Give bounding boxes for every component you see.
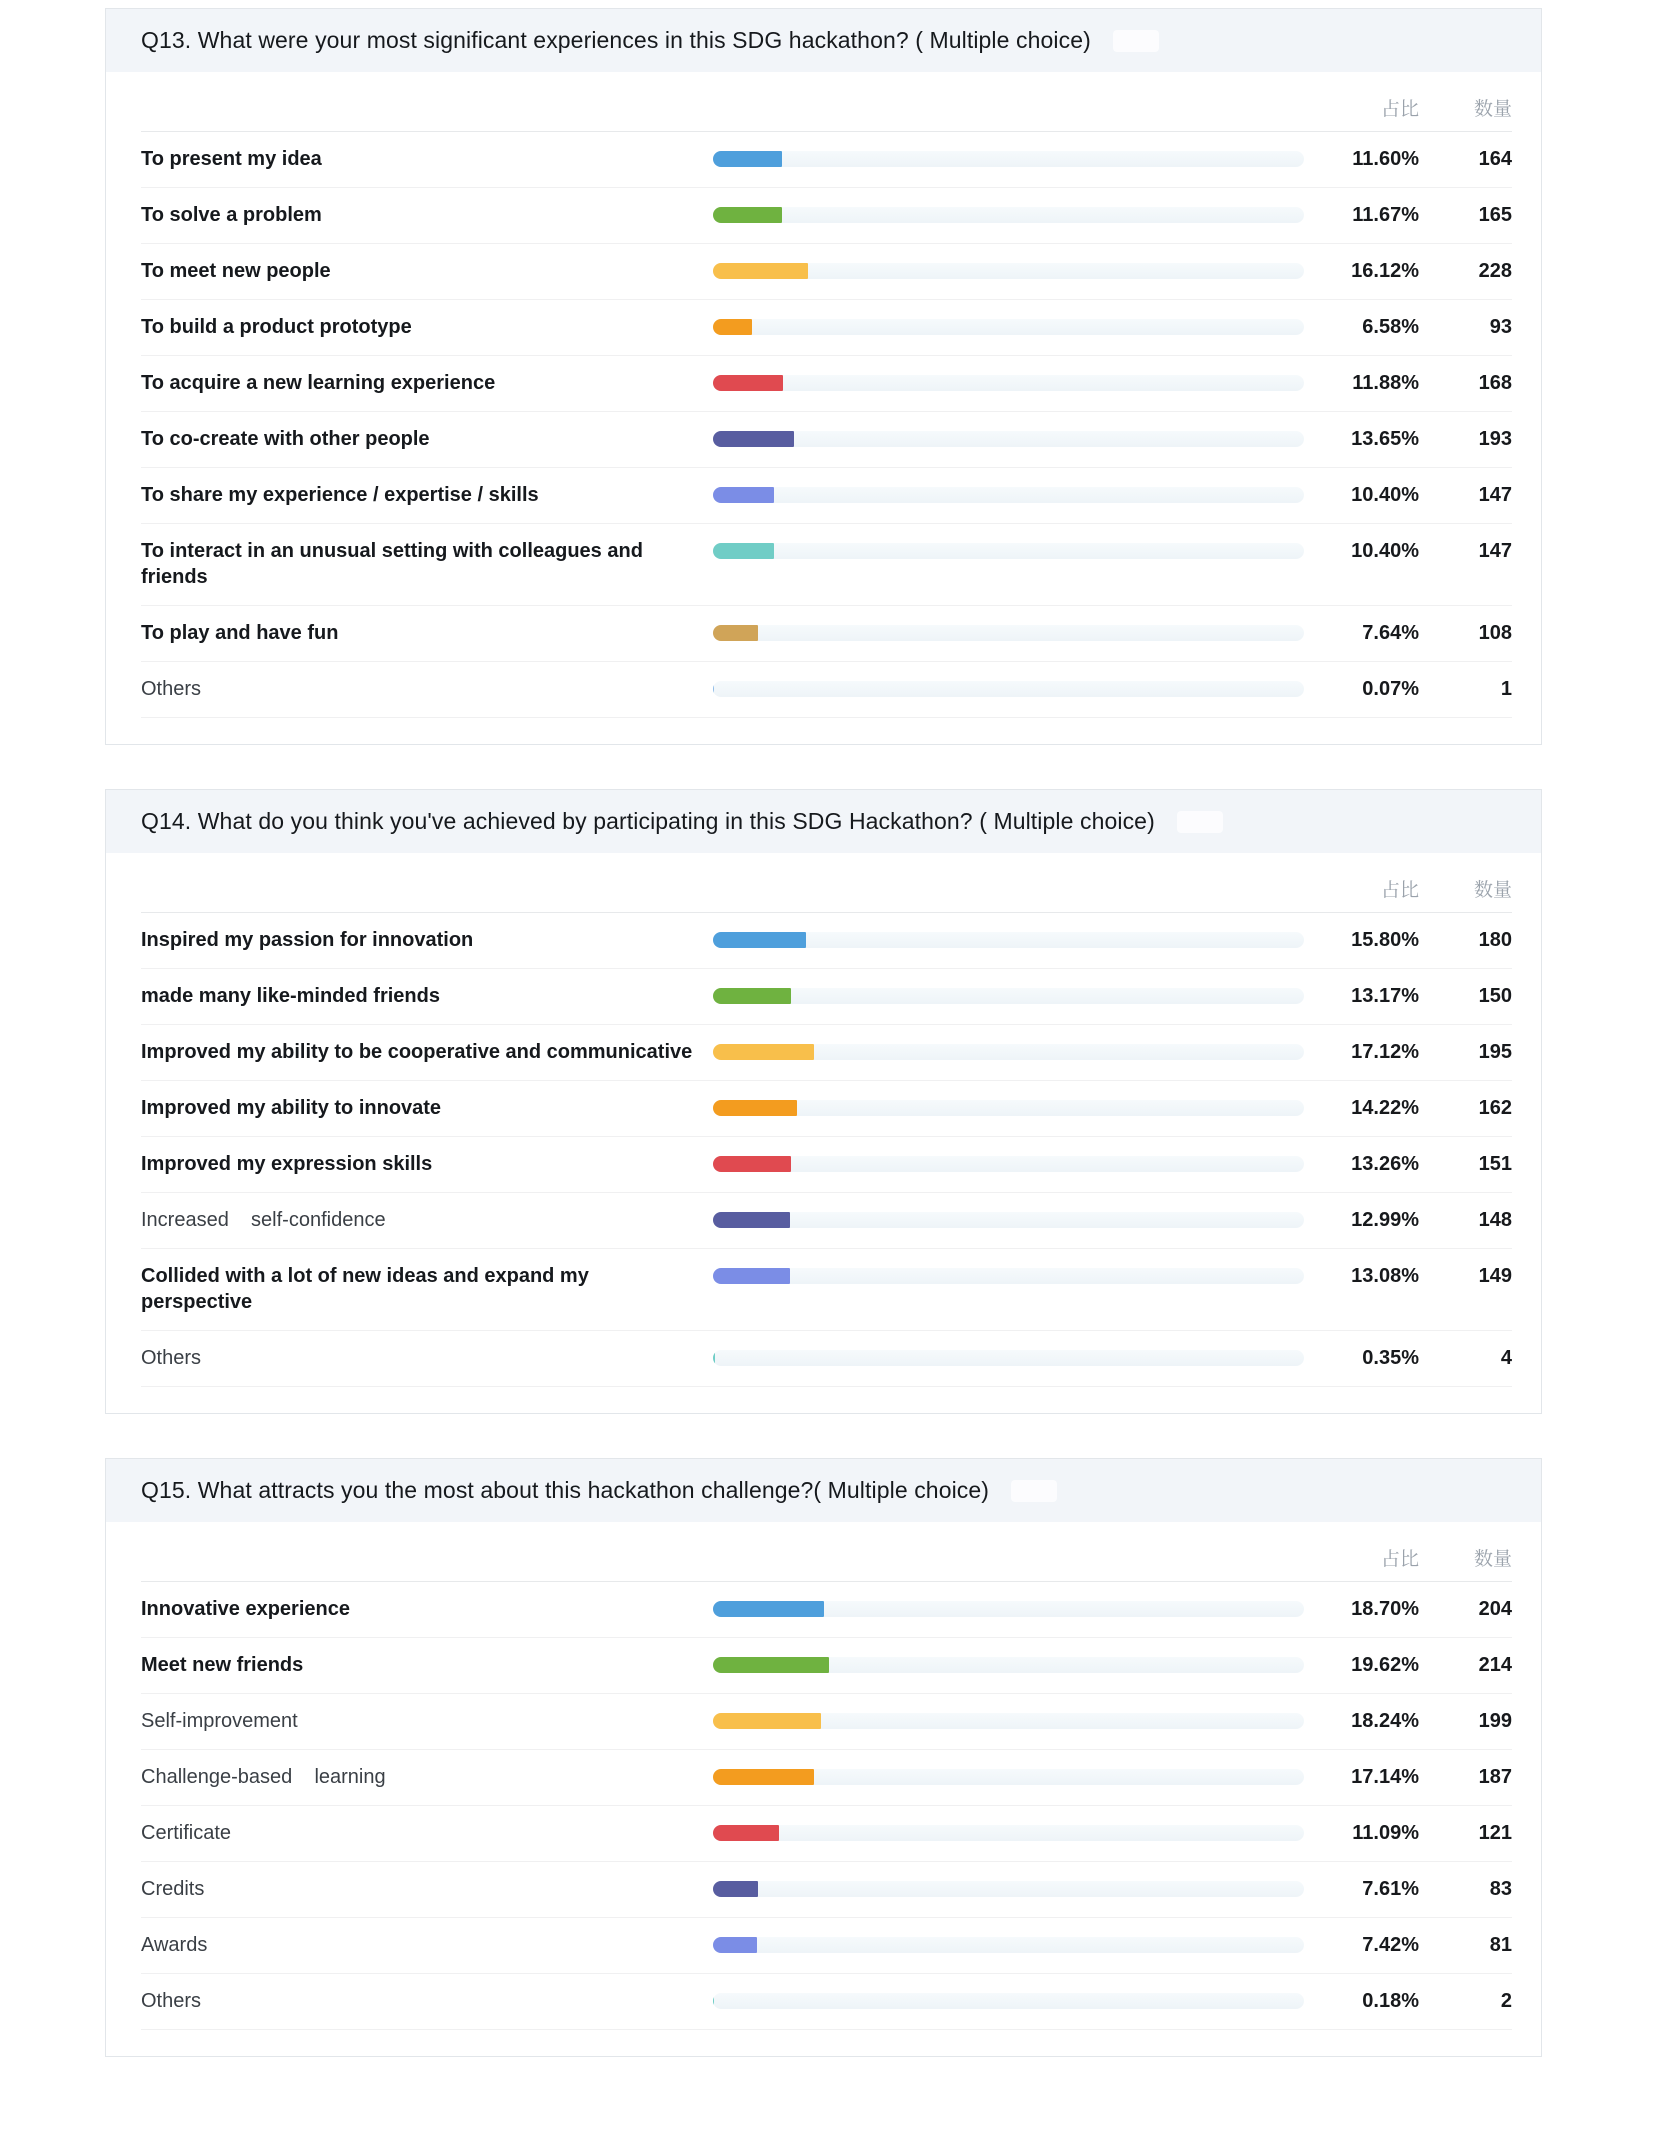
answer-percent-value: 7.64% xyxy=(1362,622,1419,644)
bar-fill xyxy=(713,1601,824,1617)
question-panel-body xyxy=(106,1522,1541,2056)
answer-percent-value: 0.18% xyxy=(1362,1990,1419,2012)
bar-fill xyxy=(713,319,752,335)
question-title: Q14. What do you think you've achieved by participating in this SDG Hackathon? ( Multiple choice) xyxy=(141,808,1155,834)
question-panel xyxy=(105,8,1542,745)
bar-track xyxy=(713,1769,1304,1785)
column-header-count: 数量 xyxy=(1473,880,1512,901)
answer-percent-value: 13.26% xyxy=(1351,1153,1419,1175)
answer-row xyxy=(141,1025,1512,1081)
column-header-percent: 占比 xyxy=(1380,880,1419,901)
answer-percent-value: 19.62% xyxy=(1351,1654,1419,1676)
bar-fill xyxy=(713,1156,791,1172)
answer-label: Others xyxy=(141,1990,202,2012)
answer-label: Meet new friends xyxy=(141,1654,304,1676)
answer-row xyxy=(141,1137,1512,1193)
faded-required-badge xyxy=(1113,30,1159,52)
bar-fill xyxy=(713,151,782,167)
answer-label: To acquire a new learning experience xyxy=(141,372,496,394)
column-header-percent: 占比 xyxy=(1380,1549,1419,1570)
answer-row xyxy=(141,1193,1512,1249)
answer-label: Others xyxy=(141,678,202,700)
bar-track xyxy=(713,1268,1304,1284)
answer-percent-value: 18.24% xyxy=(1351,1710,1419,1732)
answer-percent-value: 11.88% xyxy=(1352,372,1419,394)
question-panel-header xyxy=(106,790,1541,853)
bar-track xyxy=(713,1825,1304,1841)
answer-label: Self-improvement xyxy=(141,1710,298,1732)
answer-row xyxy=(141,300,1512,356)
bar-track xyxy=(713,1881,1304,1897)
bar-track xyxy=(713,1156,1304,1172)
answer-count-value: 2 xyxy=(1500,1990,1512,2012)
bar-fill xyxy=(713,932,806,948)
answer-label: Challenge-based learning xyxy=(141,1766,386,1788)
answer-row xyxy=(141,244,1512,300)
bar-track xyxy=(713,1212,1304,1228)
answer-percent-value: 0.35% xyxy=(1362,1347,1419,1369)
answer-count-value: 193 xyxy=(1478,428,1512,450)
answer-percent-value: 16.12% xyxy=(1351,260,1419,282)
answer-row xyxy=(141,1331,1512,1387)
answer-row xyxy=(141,468,1512,524)
bar-fill xyxy=(713,1881,758,1897)
column-header-row xyxy=(141,86,1512,132)
answer-label: made many like-minded friends xyxy=(141,985,440,1007)
answer-row xyxy=(141,412,1512,468)
answer-percent-value: 17.14% xyxy=(1351,1766,1419,1788)
bar-fill xyxy=(713,431,794,447)
bar-track xyxy=(713,1993,1304,2009)
answer-percent-value: 17.12% xyxy=(1351,1041,1419,1063)
bar-fill xyxy=(713,1937,757,1953)
bar-fill xyxy=(713,207,782,223)
answer-count-value: 93 xyxy=(1489,316,1512,338)
answer-count-value: 81 xyxy=(1489,1934,1512,1956)
bar-fill xyxy=(713,1713,821,1729)
question-title: Q15. What attracts you the most about this hackathon challenge?( Multiple choice) xyxy=(141,1477,990,1503)
column-header-row xyxy=(141,867,1512,913)
bar-fill xyxy=(713,1657,829,1673)
answer-percent-value: 13.17% xyxy=(1351,985,1419,1007)
answer-count-value: 4 xyxy=(1500,1347,1512,1369)
answer-percent-value: 11.09% xyxy=(1352,1822,1419,1844)
answer-label: Credits xyxy=(141,1878,205,1900)
answer-label: Certificate xyxy=(141,1822,232,1844)
column-header-count: 数量 xyxy=(1473,99,1512,120)
answer-count-value: 108 xyxy=(1478,622,1512,644)
bar-track xyxy=(713,1601,1304,1617)
question-panel-body xyxy=(106,72,1541,744)
answer-label: To interact in an unusual setting with colleagues and friends xyxy=(141,540,649,588)
answer-count-value: 168 xyxy=(1478,372,1512,394)
answer-row xyxy=(141,1249,1512,1331)
column-header-count: 数量 xyxy=(1473,1549,1512,1570)
answer-percent-value: 7.61% xyxy=(1362,1878,1419,1900)
answer-count-value: 148 xyxy=(1478,1209,1512,1231)
bar-fill xyxy=(713,375,783,391)
bar-track xyxy=(713,263,1304,279)
answer-count-value: 149 xyxy=(1478,1265,1512,1287)
bar-fill xyxy=(713,1769,814,1785)
answer-percent-value: 18.70% xyxy=(1351,1598,1419,1620)
answer-count-value: 121 xyxy=(1478,1822,1512,1844)
answer-percent-value: 11.60% xyxy=(1352,148,1419,170)
answer-row xyxy=(141,132,1512,188)
column-header-row xyxy=(141,1536,1512,1582)
answer-percent-value: 7.42% xyxy=(1362,1934,1419,1956)
answer-count-value: 187 xyxy=(1478,1766,1512,1788)
answer-percent-value: 10.40% xyxy=(1351,540,1419,562)
answer-count-value: 204 xyxy=(1478,1598,1512,1620)
bar-fill xyxy=(713,1212,790,1228)
answer-label: Innovative experience xyxy=(141,1598,350,1620)
answer-label: To share my experience / expertise / skills xyxy=(141,484,539,506)
answer-row xyxy=(141,606,1512,662)
bar-track xyxy=(713,319,1304,335)
question-panel-header xyxy=(106,1459,1541,1522)
answer-row xyxy=(141,356,1512,412)
answer-label: To meet new people xyxy=(141,260,331,282)
bar-track xyxy=(713,1350,1304,1366)
bar-track xyxy=(713,1100,1304,1116)
bar-track xyxy=(713,625,1304,641)
bar-fill xyxy=(713,543,774,559)
answer-label: Improved my ability to innovate xyxy=(141,1097,442,1119)
answer-row xyxy=(141,969,1512,1025)
answer-label: To present my idea xyxy=(141,148,322,170)
bar-track xyxy=(713,543,1304,559)
answer-count-value: 195 xyxy=(1478,1041,1512,1063)
bar-track xyxy=(713,1044,1304,1060)
answer-row xyxy=(141,1081,1512,1137)
bar-fill xyxy=(713,1993,714,2009)
answer-count-value: 180 xyxy=(1478,929,1512,951)
answer-count-value: 165 xyxy=(1478,204,1512,226)
answer-rows xyxy=(141,132,1512,718)
bar-track xyxy=(713,151,1304,167)
column-header-percent: 占比 xyxy=(1380,99,1419,120)
answer-label: To play and have fun xyxy=(141,622,339,644)
answer-row xyxy=(141,913,1512,969)
answer-row xyxy=(141,1806,1512,1862)
bar-fill xyxy=(713,1825,779,1841)
bar-track xyxy=(713,1713,1304,1729)
bar-track xyxy=(713,988,1304,1004)
bar-fill xyxy=(713,1100,797,1116)
answer-row xyxy=(141,1694,1512,1750)
bar-fill xyxy=(713,1044,814,1060)
answer-row xyxy=(141,1918,1512,1974)
answer-label: Collided with a lot of new ideas and expand my perspective xyxy=(141,1265,595,1313)
answer-row xyxy=(141,1974,1512,2030)
question-panel-header xyxy=(106,9,1541,72)
answer-count-value: 150 xyxy=(1478,985,1512,1007)
answer-row xyxy=(141,1862,1512,1918)
answer-percent-value: 13.08% xyxy=(1351,1265,1419,1287)
question-panel xyxy=(105,1458,1542,2057)
answer-label: To co-create with other people xyxy=(141,428,430,450)
answer-count-value: 199 xyxy=(1478,1710,1512,1732)
answer-percent-value: 11.67% xyxy=(1352,204,1419,226)
answer-count-value: 164 xyxy=(1478,148,1512,170)
bar-fill xyxy=(713,1268,790,1284)
answer-label: Improved my ability to be cooperative and communicative xyxy=(141,1041,693,1063)
answer-label: Increased self-confidence xyxy=(141,1209,386,1231)
bar-fill xyxy=(713,263,808,279)
question-title: Q13. What were your most significant experiences in this SDG hackathon? ( Multiple choice) xyxy=(141,27,1091,53)
faded-required-badge xyxy=(1011,1480,1057,1502)
answer-percent-value: 0.07% xyxy=(1362,678,1419,700)
answer-row xyxy=(141,188,1512,244)
answer-rows xyxy=(141,913,1512,1387)
question-panel xyxy=(105,789,1542,1414)
bar-fill xyxy=(713,988,791,1004)
answer-percent-value: 13.65% xyxy=(1351,428,1419,450)
question-panel-body xyxy=(106,853,1541,1413)
answer-row xyxy=(141,524,1512,606)
bar-fill xyxy=(713,1350,715,1366)
answer-row xyxy=(141,1582,1512,1638)
answer-label: To build a product prototype xyxy=(141,316,412,338)
answer-label: Others xyxy=(141,1347,202,1369)
answer-row xyxy=(141,662,1512,718)
bar-fill xyxy=(713,625,758,641)
answer-percent-value: 6.58% xyxy=(1362,316,1419,338)
answer-count-value: 228 xyxy=(1478,260,1512,282)
answer-label: Improved my expression skills xyxy=(141,1153,433,1175)
bar-track xyxy=(713,207,1304,223)
answer-label: Awards xyxy=(141,1934,208,1956)
answer-label: Inspired my passion for innovation xyxy=(141,929,474,951)
answer-row xyxy=(141,1638,1512,1694)
answer-count-value: 214 xyxy=(1478,1654,1512,1676)
answer-row xyxy=(141,1750,1512,1806)
bar-track xyxy=(713,932,1304,948)
bar-track xyxy=(713,681,1304,697)
faded-required-badge xyxy=(1177,811,1223,833)
answer-rows xyxy=(141,1582,1512,2030)
answer-count-value: 147 xyxy=(1478,540,1512,562)
bar-fill xyxy=(713,487,774,503)
answer-percent-value: 10.40% xyxy=(1351,484,1419,506)
answer-count-value: 162 xyxy=(1478,1097,1512,1119)
answer-label: To solve a problem xyxy=(141,204,322,226)
answer-percent-value: 12.99% xyxy=(1351,1209,1419,1231)
answer-count-value: 1 xyxy=(1500,678,1512,700)
bar-track xyxy=(713,431,1304,447)
answer-count-value: 147 xyxy=(1478,484,1512,506)
answer-percent-value: 15.80% xyxy=(1351,929,1419,951)
bar-track xyxy=(713,1937,1304,1953)
answer-count-value: 151 xyxy=(1478,1153,1512,1175)
answer-percent-value: 14.22% xyxy=(1351,1097,1419,1119)
bar-track xyxy=(713,375,1304,391)
answer-count-value: 83 xyxy=(1489,1878,1512,1900)
bar-track xyxy=(713,1657,1304,1673)
bar-track xyxy=(713,487,1304,503)
